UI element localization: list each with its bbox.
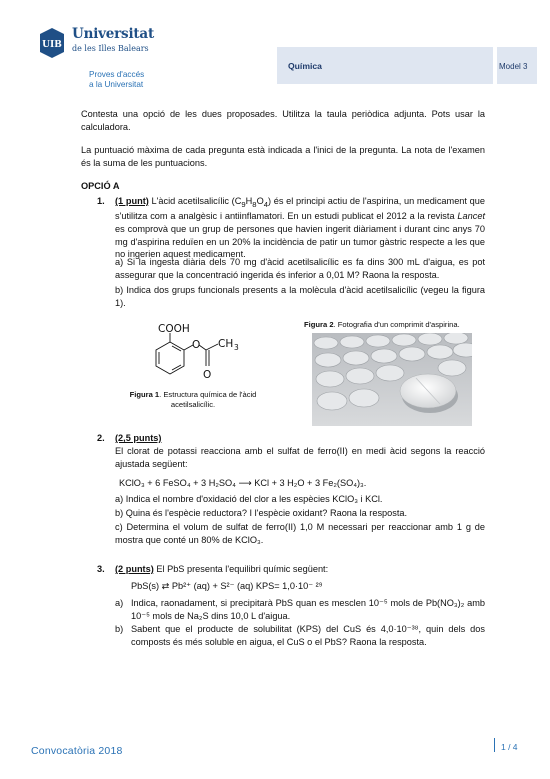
university-subtitle: de les Illes Balears <box>72 44 149 53</box>
aspirin-photo <box>312 333 472 426</box>
q1-sub-c: 9 <box>241 199 246 209</box>
q3-statement <box>115 563 485 576</box>
q2-number: 2. <box>97 433 105 443</box>
q3-number: 3. <box>97 564 105 574</box>
figure-2-caption-text: . Fotografia d'un comprimit d'aspirina. <box>333 320 460 329</box>
q1-part-a: a) Si la ingesta diària dels 70 mg d'àcid acetilsalicílic es fa dins 300 mL d'aigua, es pot assegurar que la concentració ingerida és inferior a 0,01 M? Raona la resposta. <box>115 257 485 280</box>
q1-sub-h: 8 <box>252 199 257 209</box>
q3-part-a-label: a) <box>115 598 124 608</box>
aspirin-structure-figure <box>148 320 258 386</box>
struct-o-label: O <box>192 339 201 351</box>
q1-part-b: b) Indica dos grups funcionals presents a la molècula d'àcid acetilsalicílic (vegeu la figura 1). <box>115 285 485 308</box>
model-label: Model 3 <box>499 62 528 71</box>
intro-paragraph-1: Contesta una opció de les dues proposades. Utilitza la taula periòdica adjunta. Pots usar la calculadora. <box>81 109 485 132</box>
q3-equilibrium: PbS(s) ⇄ Pb²⁺ (aq) + S²⁻ (aq) KPS= 1,0·10⁻ ²⁹ <box>131 581 323 591</box>
q2-equation: KClO₃ + 6 FeSO₄ + 3 H₂SO₄ ⟶ KCl + 3 H₂O + 3 Fe₂(SO₄)₃. <box>119 478 367 488</box>
q2-part-b: b) Quina és l'espècie reductora? I l'espècie oxidant? Raona la resposta. <box>115 508 408 518</box>
logo-text: UIB <box>42 40 62 50</box>
figure-1-label: Figura 1 <box>129 390 160 399</box>
q1-points: (1 punt) <box>115 196 149 206</box>
q1-sub-o: 4 <box>263 199 268 209</box>
proves-line-2: a la Universitat <box>89 79 144 89</box>
university-name: Universitat <box>72 26 155 42</box>
figure-2-caption <box>304 320 460 330</box>
figure-1-caption <box>128 390 258 411</box>
q3-part-a: Indica, raonadament, si precipitarà PbS quan es mesclen 10⁻⁵ mols de Pb(NO₃)₂ amb 10⁻⁵ mols de Na₂S dins 10,0 L d'aigua. <box>131 598 485 621</box>
q2-part-c: c) Determina el volum de sulfat de ferro(II) 1,0 M necessari per reaccionar amb 1 g de mostra que conté un 80% de KClO₃. <box>115 522 485 545</box>
page-number: 1 / 4 <box>501 742 518 752</box>
option-title: OPCIÓ A <box>81 181 120 191</box>
q1-text-c: O <box>256 196 264 206</box>
proves-label <box>89 70 144 90</box>
struct-ch3-label: CH <box>218 338 234 350</box>
q2-points: (2,5 punts) <box>115 433 162 443</box>
q2-intro: El clorat de potassi reacciona amb el sulfat de ferro(II) en medi àcid segons la reacció ajustada següent: <box>115 446 485 469</box>
figure-1-caption-2: acetilsalicílic. <box>170 400 216 410</box>
q1-text-e: es comprovà que un grup de persones que havien ingerit diàriament i durant cinc anys 70 mg d'aspirina reduïen en un 20% la incidència de patir un tumor gàstric respecte a les que no ingerien aquest medicament. <box>115 224 485 260</box>
q1-text-a: L'àcid acetilsalicílic (C <box>148 196 242 206</box>
struct-ch3-sub: 3 <box>234 343 239 352</box>
q1-text-b: H <box>245 196 253 206</box>
q1-text-d: ) és el principi actiu de l'aspirina, un medicament que s'utilitza com a analgèsic i antiinflamatori. En un estudi publicat el 2012 a la revista <box>115 196 485 222</box>
q1-journal: Lancet <box>457 211 485 222</box>
q1-number: 1. <box>97 196 105 206</box>
footer-convocatoria: Convocatòria 2018 <box>31 745 123 757</box>
q3-intro: El PbS presenta l'equilibri químic següent: <box>153 564 329 574</box>
q1-statement <box>115 195 485 261</box>
q3-part-b-label: b) <box>115 624 124 634</box>
figure-2-label: Figura 2 <box>304 320 334 329</box>
figure-1-caption-1: . Estructura química de l'àcid <box>159 390 257 399</box>
subject-title: Química <box>288 61 322 71</box>
footer-divider <box>494 738 495 752</box>
q3-points: (2 punts) <box>115 564 154 574</box>
struct-o2-label: O <box>203 369 212 381</box>
q3-part-b: Sabent que el producte de solubilitat (KPS) del CuS és 4,0·10⁻³⁸, quin dels dos composts és més soluble en aigua, el CuS o el PbS? Raona la resposta. <box>131 624 485 647</box>
q2-part-a: a) Indica el nombre d'oxidació del clor a les espècies KClO₃ i KCl. <box>115 494 383 504</box>
proves-line-1: Proves d'accés <box>89 70 145 79</box>
struct-cooh-label: COOH <box>158 323 190 335</box>
intro-paragraph-2: La puntuació màxima de cada pregunta està indicada a l'inici de la pregunta. La nota de l'examen és la suma de les puntuacions. <box>81 145 485 168</box>
uib-logo-icon <box>38 27 66 59</box>
